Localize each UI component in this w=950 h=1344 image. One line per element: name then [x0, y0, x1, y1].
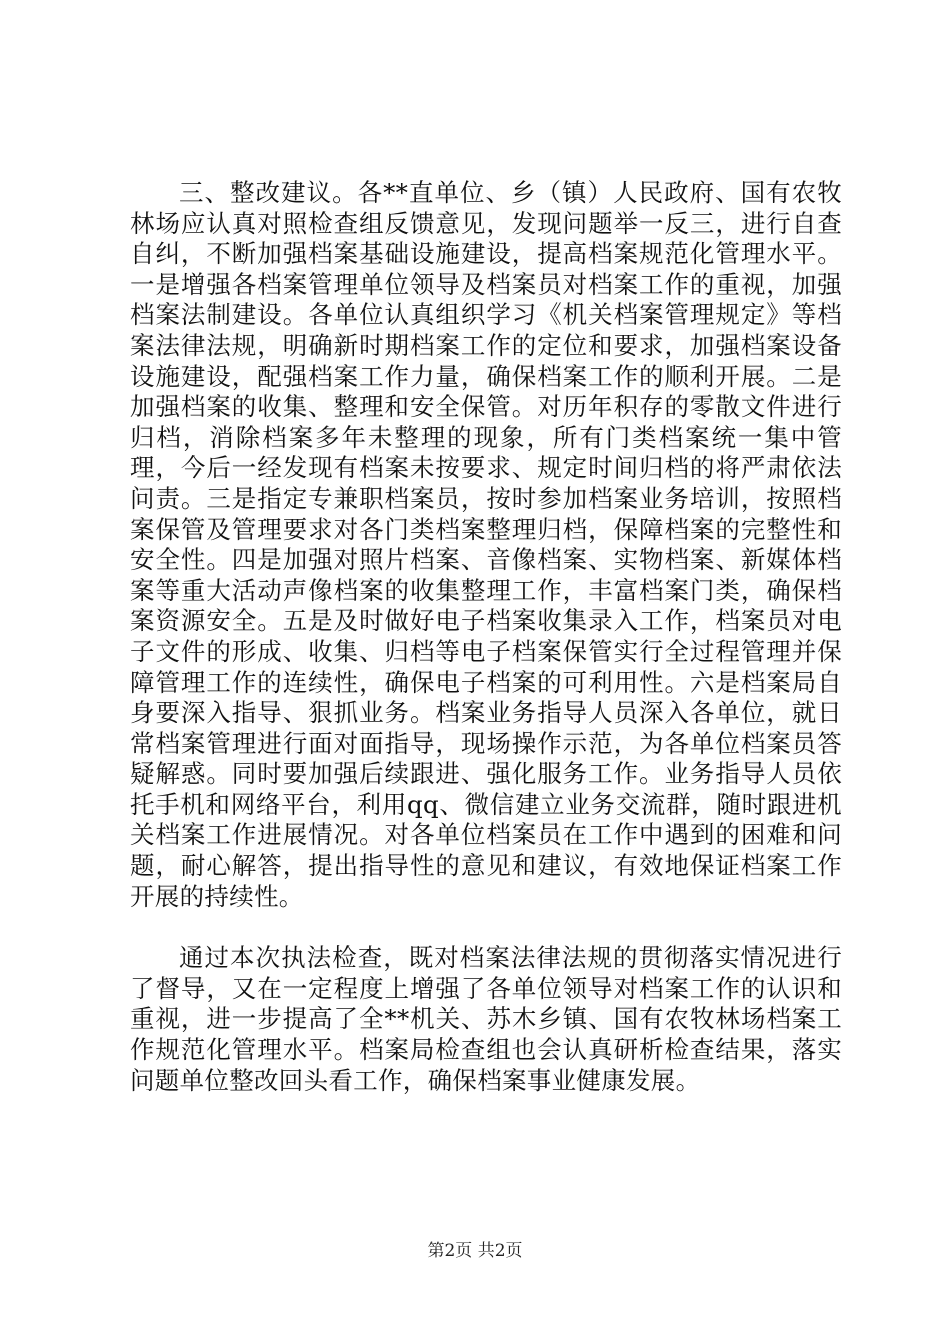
paragraph-rectification-suggestions: 三、整改建议。各**直单位、乡（镇）人民政府、国有农牧林场应认真对照检查组反馈意见，发现问题举一反三，进行自查自纠，不断加强档案基础设施建设，提高档案规范化管理水平。一是增强各档案管理单位领导及档案员对档案工作的重视，加强档案法制建设。各单位认真组织学习《机关档案管理规定》等档案法律法规，明确新时期档案工作的定位和要求，加强档案设备设施建设，配强档案工作力量，确保档案工作的顺利开展。二是加强档案的收集、整理和安全保管。对历年积存的零散文件进行归档，消除档案多年未整理的现象，所有门类档案统一集中管理，今后一经发现有档案未按要求、规定时间归档的将严肃依法问责。三是指定专兼职档案员，按时参加档案业务培训，按照档案保管及管理要求对各门类档案整理归档，保障档案的完整性和安全性。四是加强对照片档案、音像档案、实物档案、新媒体档案等重大活动声像档案的收集整理工作，丰富档案门类，确保档案资源安全。五是及时做好电子档案收集录入工作，档案员对电子文件的形成、收集、归档等电子档案保管实行全过程管理并保障管理工作的连续性，确保电子档案的可利用性。六是档案局自身要深入指导、狠抓业务。档案业务指导人员深入各单位，就日常档案管理进行面对面指导，现场操作示范，为各单位档案员答疑解惑。同时要加强后续跟进、强化服务工作。业务指导人员依托手机和网络平台，利用qq、微信建立业务交流群，随时跟进机关档案工作进展情况。对各单位档案员在工作中遇到的困难和问题，耐心解答，提出指导性的意见和建议，有效地保证档案工作开展的持续性。: [130, 178, 842, 911]
page-footer: [0, 1241, 950, 1261]
page-number-label: 第2页 共2页: [427, 1241, 523, 1261]
paragraph-conclusion: 通过本次执法检查，既对档案法律法规的贯彻落实情况进行了督导，又在一定程度上增强了各单位领导对档案工作的认识和重视，进一步提高了全**机关、苏木乡镇、国有农牧林场档案工作规范化管理水平。档案局检查组也会认真研析检查结果，落实问题单位整改回头看工作，确保档案事业健康发展。: [130, 943, 842, 1095]
document-body: [130, 178, 842, 1096]
